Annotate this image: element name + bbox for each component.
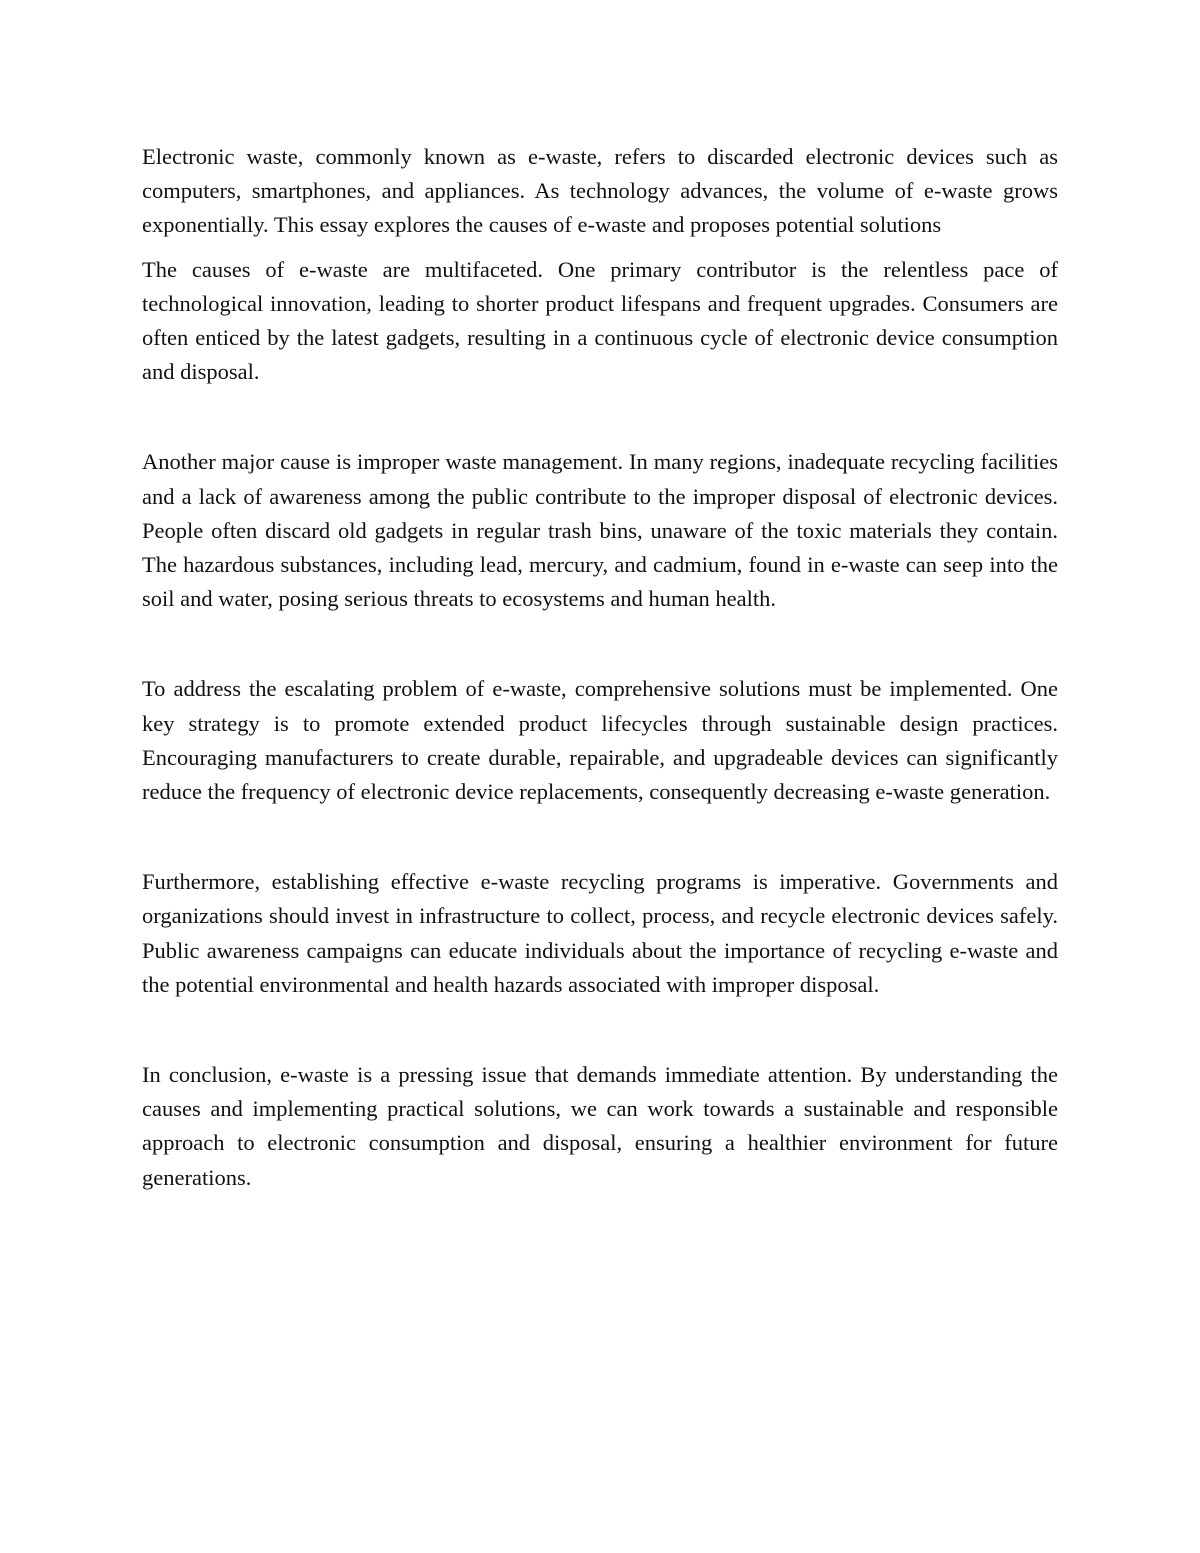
paragraph-waste-management: Another major cause is improper waste management. In many regions, inadequate recycling facilities and a lack of awareness among the public contribute to the improper disposal of electronic devices. People often discard old gadgets in regular trash bins, unaware of the toxic materials they contain. The hazardous substances, including lead, mercury, and cadmium, found in e-waste can seep into the soil and water, posing serious threats to ecosystems and human health. — [142, 449, 1058, 612]
essay-body — [142, 140, 1058, 1195]
paragraph-recycling-programs: Furthermore, establishing effective e-waste recycling programs is imperative. Governments and organizations should invest in infrastructure to collect, process, and recycle electronic devices safely. Public awareness campaigns can educate individuals about the importance of recycling e-waste and the potential environmental and health hazards associated with improper disposal. — [142, 869, 1058, 997]
paragraph-solutions: To address the escalating problem of e-waste, comprehensive solutions must be implemented. One key strategy is to promote extended product lifecycles through sustainable design practices. Encouraging manufacturers to create durable, repairable, and upgradeable devices can significantly reduce the frequency of electronic device replacements, consequently decreasing e-waste generation. — [142, 676, 1058, 805]
paragraph-conclusion: In conclusion, e-waste is a pressing issue that demands immediate attention. By understanding the causes and implementing practical solutions, we can work towards a sustainable and responsible approach to electronic consumption and disposal, ensuring a healthier environment for future generations. — [142, 1062, 1058, 1190]
paragraph-causes: The causes of e-waste are multifaceted. One primary contributor is the relentless pace of technological innovation, leading to shorter product lifespans and frequent upgrades. Consumers are often enticed by the latest gadgets, resulting in a continuous cycle of electronic device consumption and disposal. — [142, 256, 1058, 385]
paragraph-introduction: Electronic waste, commonly known as e-waste, refers to discarded electronic devices such as computers, smartphones, and appliances. As technology advances, the volume of e-waste grows exponentially. This essay explores the causes of e-waste and proposes potential solutions — [142, 144, 1058, 238]
